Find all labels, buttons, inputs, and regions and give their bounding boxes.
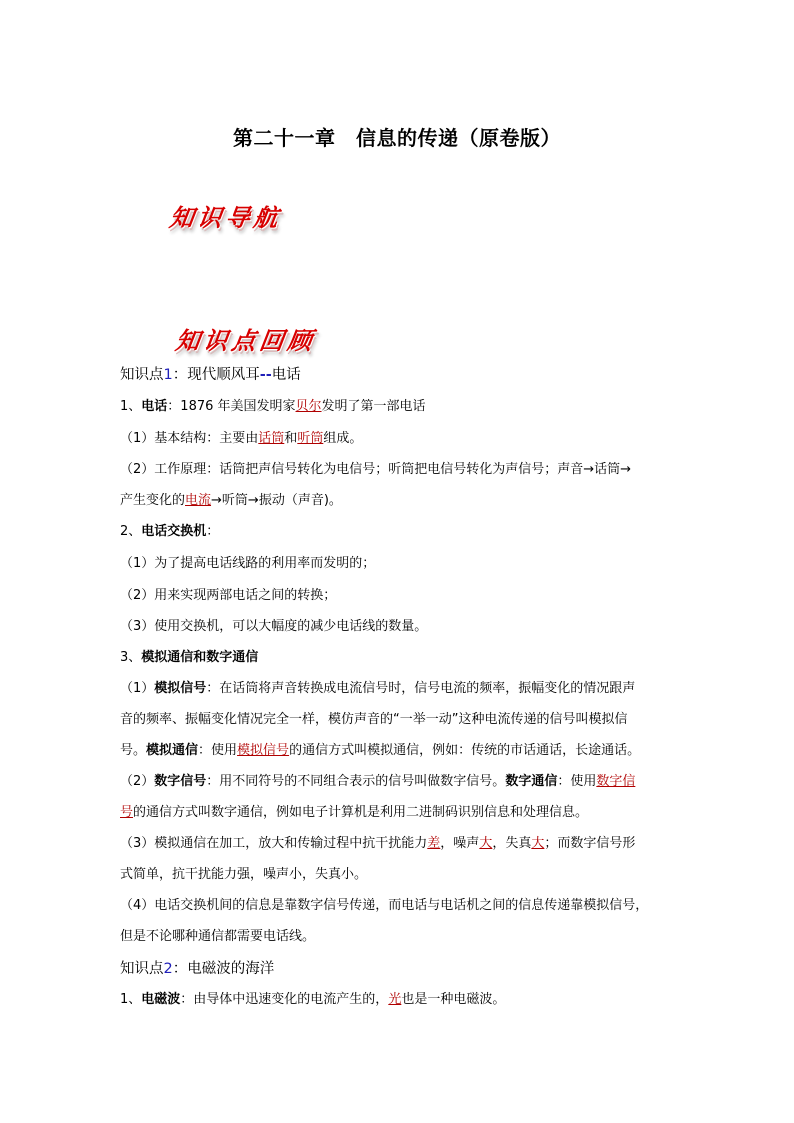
text-c: 的通信方式叫模拟通信，例如：传统的市话通话，长途通话。 [289,743,641,758]
underlined-term: 贝尔 [295,399,322,414]
underlined-term: 听筒 [297,431,324,446]
section-3-heading [120,649,258,667]
text-a: ：1876 年美国发明家 [167,399,296,414]
section-3-item-4-line-2: 但是不论哪种通信都需要电话线。 [120,929,316,944]
section-1-item-2-line-1: （2）工作原理：话筒把声信号转化为电信号；听筒把电信号转化为声信号；声音→话筒→ [120,462,632,477]
kp-prefix: 知识点 [120,961,164,977]
text-rest: ：在话筒将声音转换成电流信号时，信号电流的频率，振幅变化的情况跟声 [206,681,636,696]
section-term: 电磁波 [141,992,181,1007]
section-4-electromagnetic-wave [120,991,505,1009]
text-c: ，失真 [492,836,532,851]
kp-prefix: 知识点 [120,367,164,383]
underlined-term: 电流 [185,493,212,508]
item-term: 数字信号 [154,774,207,789]
kp-colon: ： [172,961,188,977]
section-term: 电话交换机 [141,524,207,539]
underlined-term: 大 [531,836,545,851]
section-num: 1、 [120,399,142,414]
text-c: 组成。 [323,431,363,446]
text-a: （1）基本结构：主要由 [120,431,259,446]
knowledge-point-1-heading [120,366,301,384]
text-a: ：由导体中迅速变化的电流产生的， [180,992,389,1007]
section-3-item-1-line-1 [120,680,635,698]
section-3-item-3-line-1 [120,835,635,853]
kp-text-b: 电话 [271,367,301,383]
section-colon: ： [206,524,220,539]
section-3-item-2-line-1 [120,773,635,791]
text-rest: 的通信方式叫数字通信，例如电子计算机是利用二进制码识别信息和处理信息。 [133,805,589,820]
section-2-item-2: （2）用来实现两部电话之间的转换； [120,588,337,603]
item-term: 模拟信号 [154,681,207,696]
banner-knowledge-review: 知识点回顾 [173,326,318,355]
section-3-item-2-line-2 [120,804,588,822]
underlined-term: 模拟信号 [237,743,290,758]
text-a: 产生变化的 [120,493,186,508]
underlined-term: 号 [120,805,134,820]
item-term-2: 数字通信 [505,774,558,789]
underlined-term: 光 [388,992,402,1007]
section-3-item-4-line-1: （4）电话交换机间的信息是靠数字信号传递，而电话与电话机之间的信息传递靠模拟信号， [120,898,649,913]
text-a: 号。 [120,743,147,758]
text-b: 发明了第一部电话 [321,399,426,414]
text-b: ，噪声 [440,836,480,851]
section-3-item-3-line-2: 式简单，抗干扰能力强，噪声小，失真小。 [120,867,368,882]
kp-number: 2 [163,961,173,977]
kp-dash: -- [259,367,272,383]
underlined-term: 数字信 [596,774,636,789]
section-num: 3、 [120,650,142,665]
section-3-item-1-line-2: 音的频率、振幅变化情况完全一样，模仿声音的“一举一动”这种电流传递的信号叫模拟信 [120,712,628,727]
item-prefix: （1） [120,681,155,696]
underlined-term: 大 [479,836,493,851]
text-a: （3）模拟通信在加工，放大和传输过程中抗干扰能力 [120,836,428,851]
underlined-term: 话筒 [258,431,285,446]
section-1-item-1 [120,430,362,448]
text-b: →听筒→振动（声音)。 [211,493,342,508]
text-b: ：使用 [557,774,597,789]
section-num: 2、 [120,524,142,539]
section-term: 模拟通信和数字通信 [141,650,259,665]
section-2-item-3: （3）使用交换机，可以大幅度的减少电话线的数量。 [120,619,428,634]
page-title: 第二十一章 信息的传递（原卷版） [233,126,561,150]
kp-number: 1 [163,367,173,383]
kp-colon: ： [172,367,188,383]
text-a: ：用不同符号的不同组合表示的信号叫做数字信号。 [206,774,506,789]
banner-knowledge-nav: 知识导航 [167,203,284,232]
section-num: 1、 [120,992,142,1007]
kp-text: 电磁波的海洋 [187,961,275,977]
section-3-item-1-line-3 [120,742,640,760]
text-b: ：使用 [198,743,238,758]
item-term-2: 模拟通信 [146,743,199,758]
section-2-heading [120,523,219,541]
section-1-item-2-line-2 [120,492,342,510]
text-b: 和 [284,431,298,446]
knowledge-point-2-heading [120,960,274,978]
underlined-term: 差 [427,836,441,851]
text-d: ；而数字信号形 [544,836,636,851]
text-b: 也是一种电磁波。 [401,992,506,1007]
kp-text-a: 现代顺风耳 [187,367,260,383]
section-2-item-1: （1）为了提高电话线路的利用率而发明的； [120,556,376,571]
section-term: 电话 [141,399,168,414]
section-1-telephone [120,398,426,416]
item-prefix: （2） [120,774,155,789]
